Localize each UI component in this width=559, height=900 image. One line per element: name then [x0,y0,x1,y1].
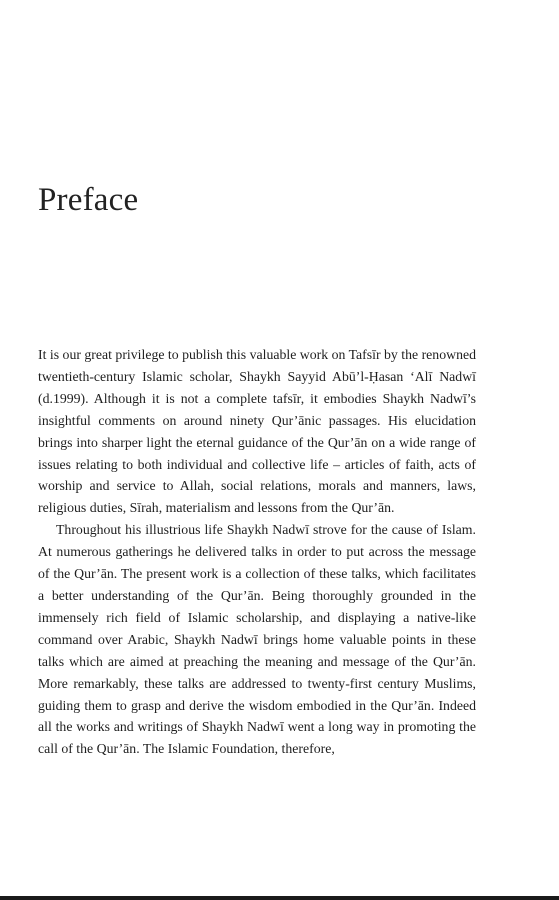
page-title: Preface [38,182,139,218]
paragraph: It is our great privilege to publish this valuable work on Tafsīr by the renowned twentieth-century Islamic scholar, Shaykh Sayyid Abū’l-Ḥasan ‘Alī Nadwī (d.1999). Although it is not a complete tafsīr, it embodies Shaykh Nadwī’s insightful comments on around ninety Qur’ānic passages. His elucidation brings into sharper light the eternal guidance of the Qur’ān on a wide range of issues relating to both individual and collective life – articles of faith, acts of worship and service to Allah, social relations, morals and manners, laws, religious duties, Sīrah, materialism and lessons from the Qur’ān. [38,347,476,516]
page-bottom-edge [0,896,559,900]
preface-body [38,344,476,760]
paragraph: Throughout his illustrious life Shaykh Nadwī strove for the cause of Islam. At numerous gatherings he delivered talks in order to put across the message of the Qur’ān. The present work is a collection of these talks, which facilitates a better understanding of the Qur’ān. Being thoroughly grounded in the immensely rich field of Islamic scholarship, and displaying a native-like command over Arabic, Shaykh Nadwī brings home valuable points in these talks which are aimed at preaching the meaning and message of the Qur’ān. More remarkably, these talks are addressed to twenty-first century Muslims, guiding them to grasp and derive the wisdom embodied in the Qur’ān. Indeed all the works and writings of Shaykh Nadwī went a long way in promoting the call of the Qur’ān. The Islamic Foundation, therefore, [38,522,476,757]
